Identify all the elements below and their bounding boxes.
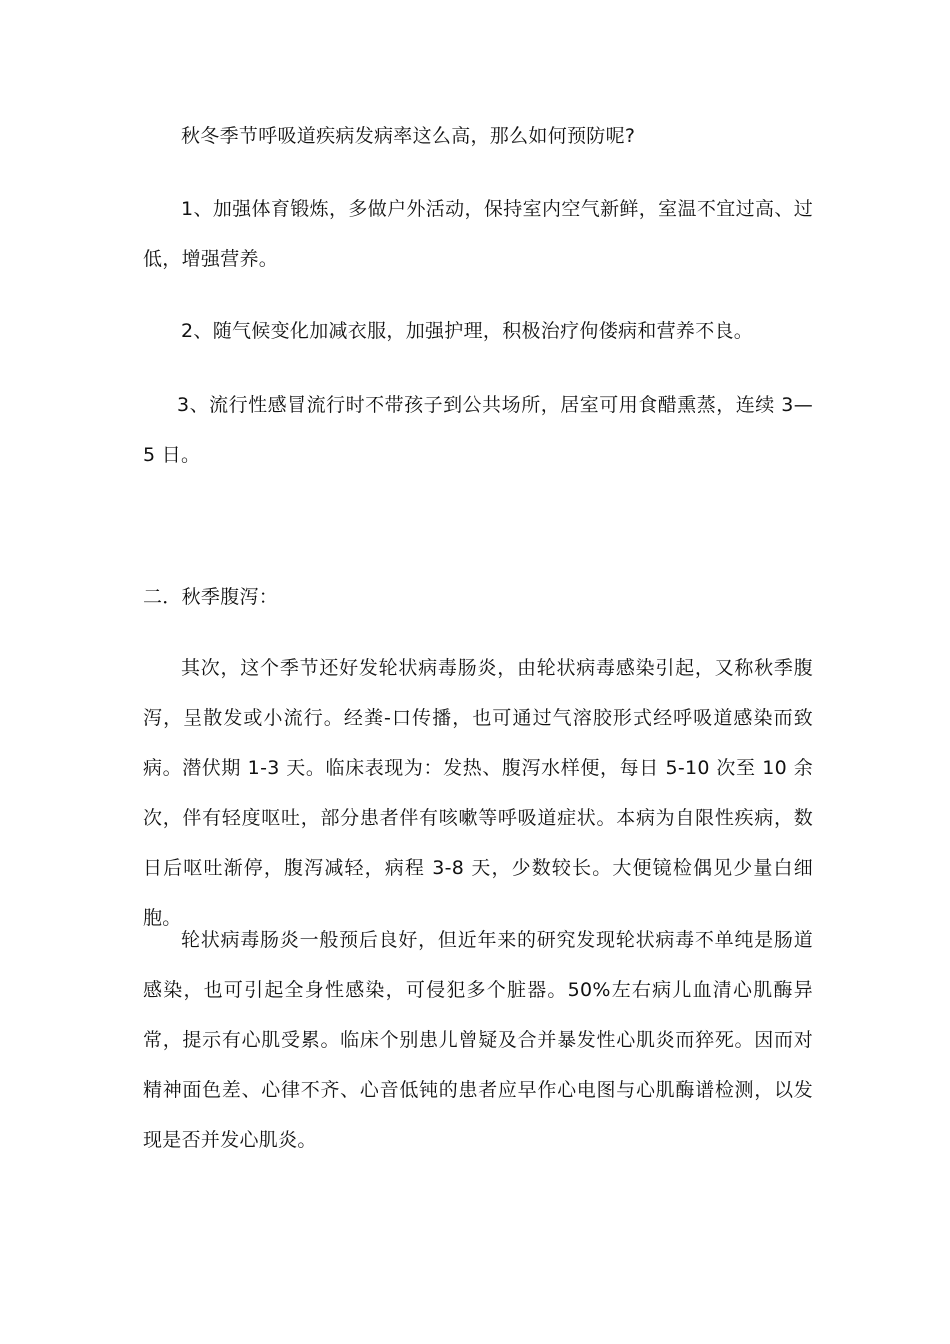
- prevention-item-1: 1、加强体育锻炼，多做户外活动，保持室内空气新鲜，室温不宜过高、过低，增强营养。: [143, 198, 813, 270]
- section-heading: 二．秋季腹泻：: [143, 586, 279, 608]
- prevention-item-3: 3、流行性感冒流行时不带孩子到公共场所，居室可用食醋熏蒸，连续 3—5 日。: [143, 394, 813, 466]
- prevention-item-2: 2、随气候变化加减衣服，加强护理，积极治疗佝偻病和营养不良。: [181, 320, 754, 342]
- body-paragraph-2: 轮状病毒肠炎一般预后良好，但近年来的研究发现轮状病毒不单纯是肠道感染，也可引起全身性感染，可侵犯多个脏器。50%左右病儿血清心肌酶异常，提示有心肌受累。临床个别患儿曾疑及合并暴发性心肌炎而猝死。因而对精神面色差、心律不齐、心音低钝的患者应早作心电图与心肌酶谱检测，以发现是否并发心肌炎。: [143, 929, 813, 1151]
- intro-question: 秋冬季节呼吸道疾病发病率这么高，那么如何预防呢?: [181, 125, 636, 147]
- body-paragraph-1: 其次，这个季节还好发轮状病毒肠炎，由轮状病毒感染引起，又称秋季腹泻，呈散发或小流行。经粪-口传播，也可通过气溶胶形式经呼吸道感染而致病。潜伏期 1-3 天。临床表现为：发热、腹泻水样便，每日 5-10 次至 10 余次，伴有轻度呕吐，部分患者伴有咳嗽等呼吸道症状。本病为自限性疾病，数日后呕吐渐停，腹泻减轻，病程 3-8 天，少数较长。大便镜检偶见少量白细胞。: [143, 657, 813, 929]
